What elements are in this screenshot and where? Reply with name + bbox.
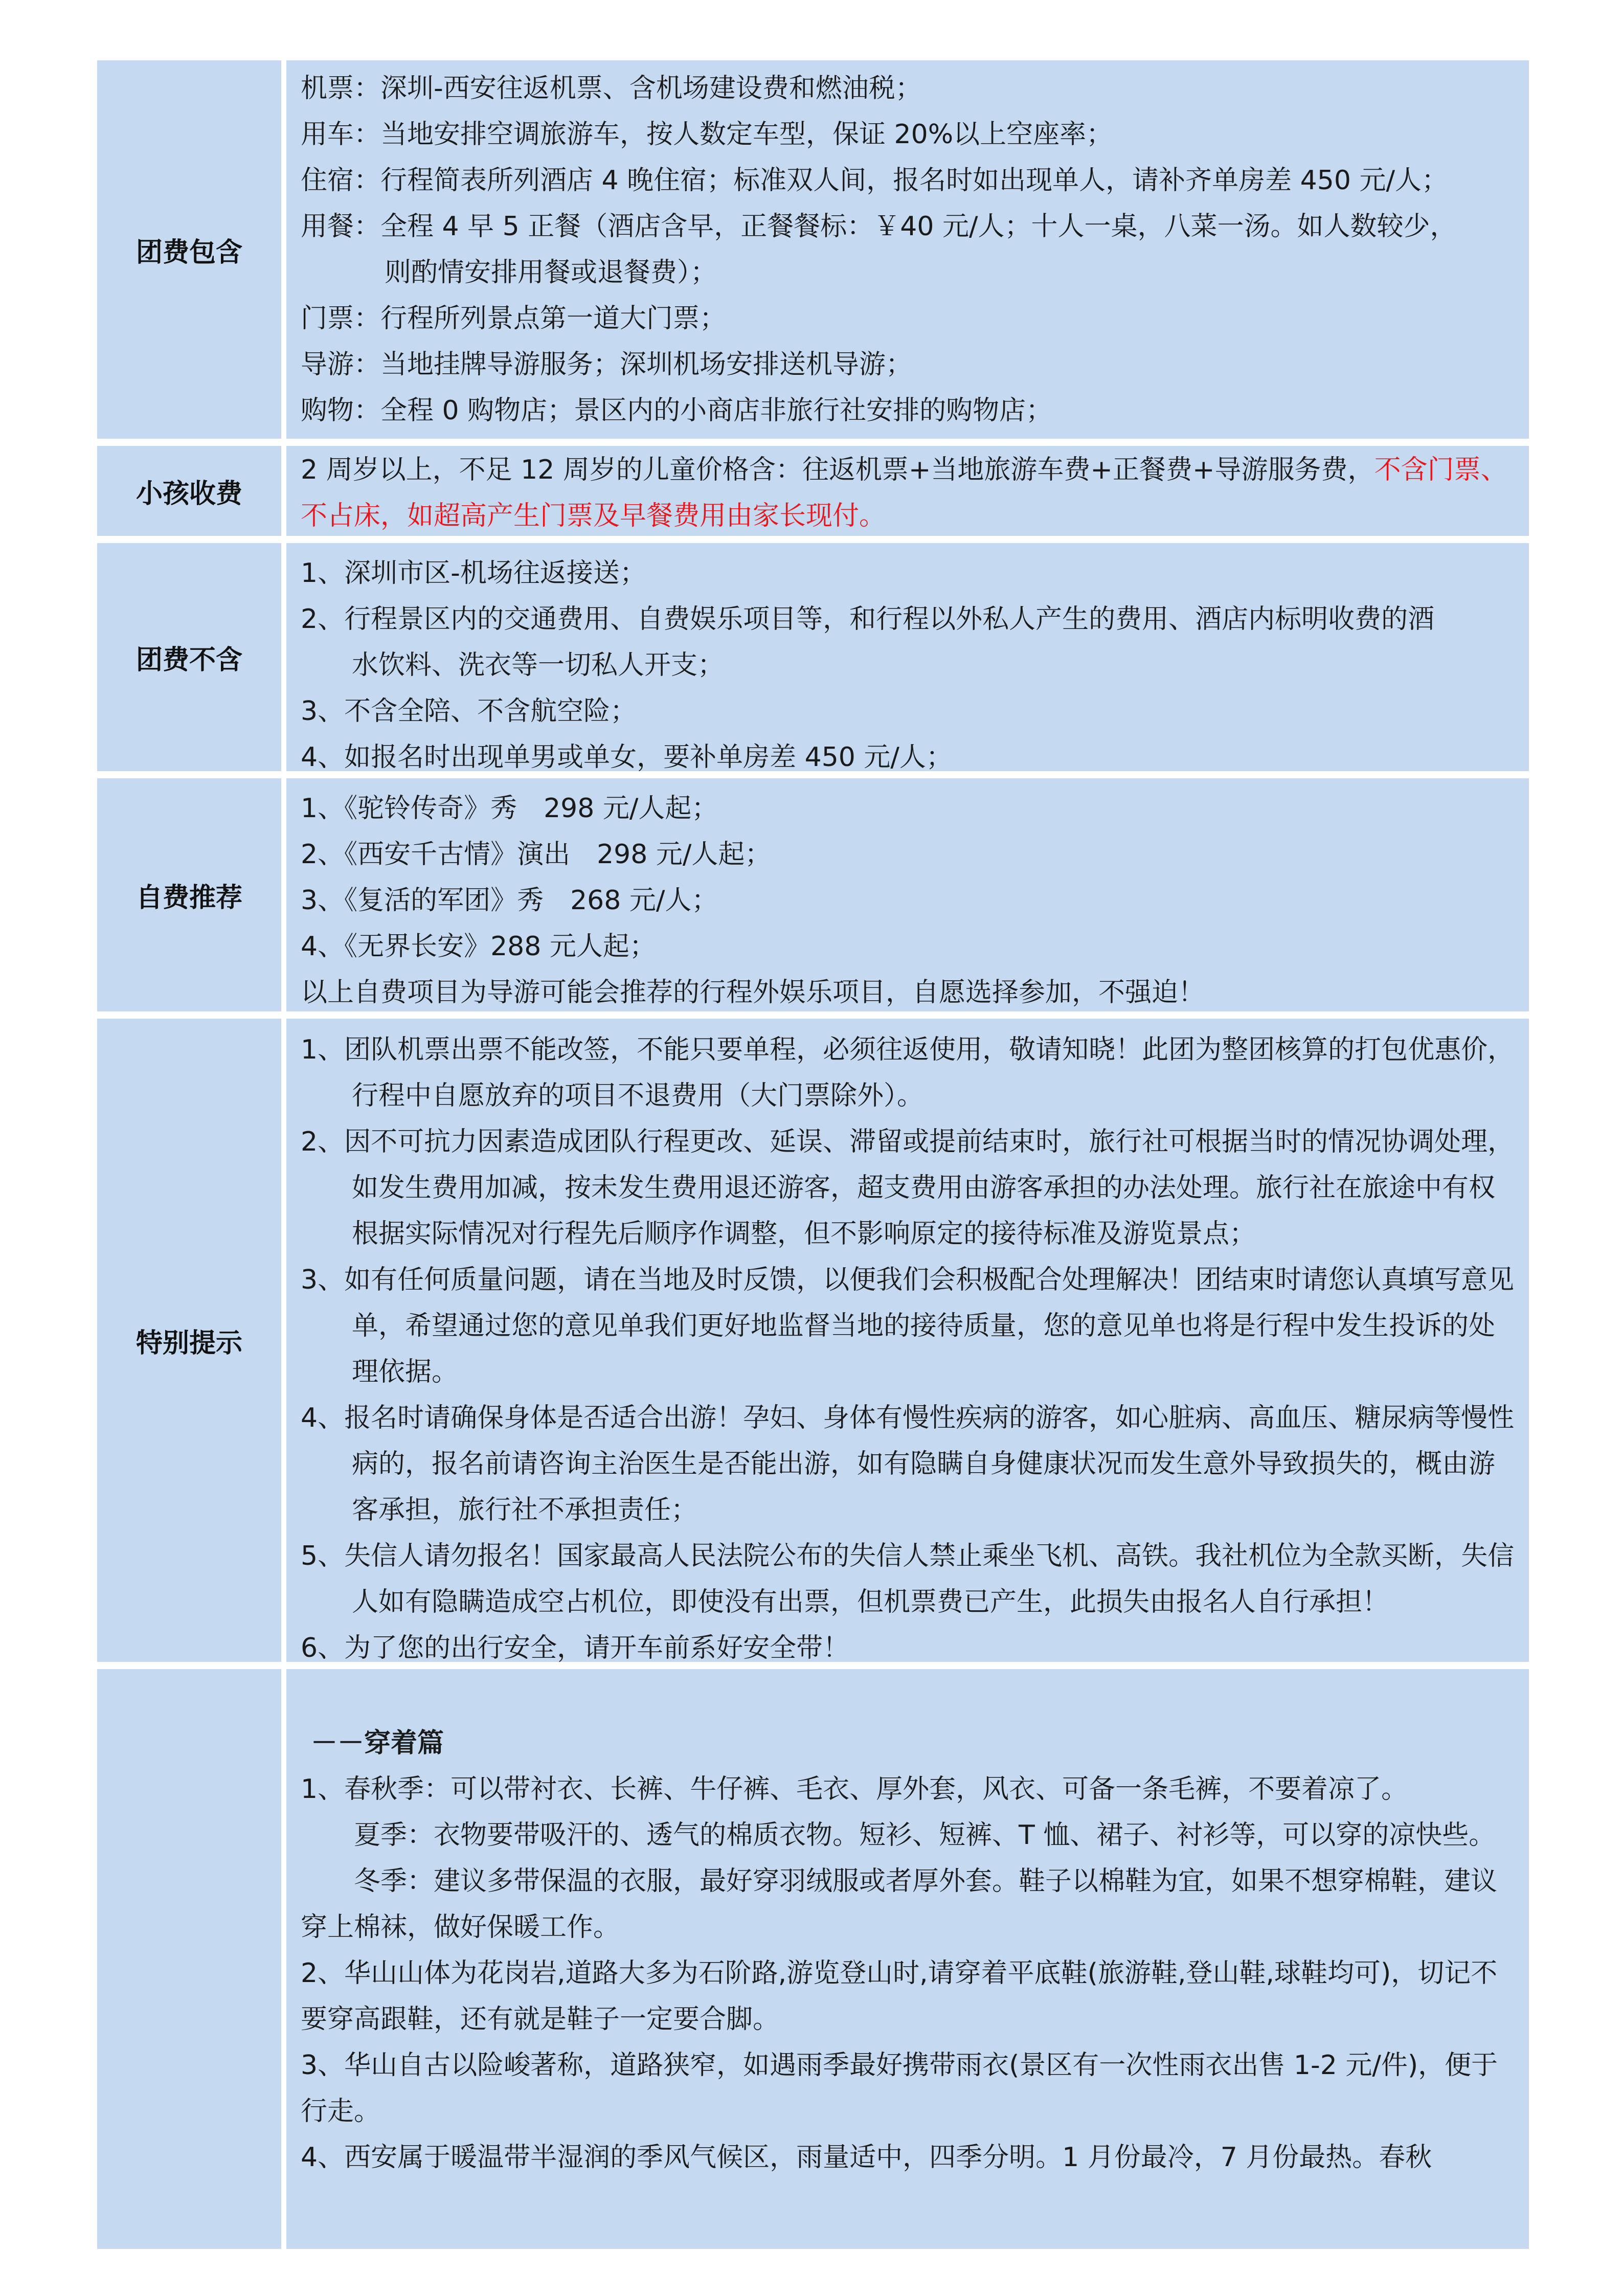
child-price-text: 2 周岁以上，不足 12 周岁的儿童价格含：往返机票+当地旅游车费+正餐费+导游服务费， [301, 455, 1374, 485]
notice-item: 6、为了您的出行安全，请开车前系好安全带！ [301, 1633, 850, 1663]
content-notice [286, 1019, 1529, 1662]
optional-line: 以上自费项目为导游可能会推荐的行程外娱乐项目，自愿选择参加，不强迫！ [301, 977, 1205, 1008]
notice-item: 1、团队机票出票不能改签，不能只要单程，必须往返使用，敬请知晓！此团为整团核算的打包优惠价，行程中自愿放弃的项目不退费用（大门票除外）。 [301, 1034, 1515, 1111]
included-line: 购物：全程 0 购物店；景区内的小商店非旅行社安排的购物店； [301, 395, 1053, 426]
included-line: 住宿：行程简表所列酒店 4 晚住宿；标准双人间，报名时如出现单人，请补齐单房差 450 元/人； [301, 165, 1448, 196]
child-excluded-note: 不含门票、不占床，如超高产生门票及早餐费用由家长现付。 [301, 455, 1507, 531]
tips-paragraph: 4、西安属于暖温带半湿润的季风气候区，雨量适中，四季分明。1 月份最冷，7 月份最热。春秋 [301, 2142, 1432, 2173]
content-optional [286, 778, 1529, 1011]
row-optional [97, 778, 1529, 1011]
label-optional: 自费推荐 [97, 778, 286, 1011]
label-notice: 特别提示 [97, 1019, 286, 1662]
label-excluded: 团费不含 [97, 543, 286, 771]
content-tips [286, 1669, 1529, 2249]
row-tips [97, 1669, 1529, 2249]
included-line: 门票：行程所列景点第一道大门票； [301, 303, 727, 334]
notice-item: 5、失信人请勿报名！国家最高人民法院公布的失信人禁止乘坐飞机、高铁。我社机位为全款买断，失信人如有隐瞒造成空占机位，即使没有出票，但机票费已产生，此损失由报名人自行承担！ [301, 1541, 1515, 1617]
tips-heading: －－穿着篇 [311, 1728, 444, 1759]
content-child [286, 446, 1529, 536]
notice-item: 2、因不可抗力因素造成团队行程更改、延误、滞留或提前结束时，旅行社可根据当时的情况协调处理，如发生费用加减，按未发生费用退还游客，超支费用由游客承担的办法处理。旅行社在旅途中有权根据实际情况对行程先后顺序作调整，但不影响原定的接待标准及游览景点； [301, 1127, 1515, 1249]
excluded-line: 水饮料、洗衣等一切私人开支； [352, 650, 725, 681]
tips-paragraph: 夏季：衣物要带吸汗的、透气的棉质衣物。短衫、短裤、T 恤、裙子、衬衫等，可以穿的凉快些。 [354, 1820, 1496, 1851]
label-tips-empty [97, 1669, 286, 2249]
label-included: 团费包含 [97, 60, 286, 439]
included-line: 用车：当地安排空调旅游车，按人数定车型，保证 20%以上空座率； [301, 119, 1113, 150]
tips-paragraph: 1、春秋季：可以带衬衣、长裤、牛仔裤、毛衣、厚外套，风衣、可备一条毛裤，不要着凉了。 [301, 1774, 1408, 1805]
optional-line: 4、《无界长安》288 元人起； [301, 931, 656, 962]
itinerary-table [97, 60, 1529, 2256]
tips-paragraph: 冬季：建议多带保温的衣服，最好穿羽绒服或者厚外套。鞋子以棉鞋为宜，如果不想穿棉鞋，建议穿上棉袜，做好保暖工作。 [301, 1866, 1498, 1943]
included-line: 导游：当地挂牌导游服务；深圳机场安排送机导游； [301, 349, 913, 380]
excluded-line: 4、如报名时出现单男或单女，要补单房差 450 元/人； [301, 742, 953, 773]
included-line: 则酌情安排用餐或退餐费）； [385, 257, 717, 288]
notice-item: 4、报名时请确保身体是否适合出游！孕妇、身体有慢性疾病的游客，如心脏病、高血压、糖尿病等慢性病的，报名前请咨询主治医生是否能出游，如有隐瞒自身健康状况而发生意外导致损失的，概由游客承担，旅行社不承担责任； [301, 1403, 1515, 1525]
content-included [286, 60, 1529, 439]
optional-line: 1、《驼铃传奇》秀 298 元/人起； [301, 793, 718, 824]
excluded-line: 1、深圳市区-机场往返接送； [301, 558, 646, 589]
tips-paragraph: 3、华山自古以险峻著称，道路狭窄，如遇雨季最好携带雨衣(景区有一次性雨衣出售 1-2 元/件)，便于行走。 [301, 2050, 1498, 2127]
notice-item: 3、如有任何质量问题，请在当地及时反馈，以便我们会积极配合处理解决！团结束时请您认真填写意见单，希望通过您的意见单我们更好地监督当地的接待质量，您的意见单也将是行程中发生投诉的处理依据。 [301, 1265, 1515, 1387]
label-child: 小孩收费 [97, 446, 286, 536]
row-excluded [97, 543, 1529, 771]
excluded-line: 3、不含全陪、不含航空险； [301, 696, 637, 727]
row-included [97, 60, 1529, 439]
excluded-line: 2、行程景区内的交通费用、自费娱乐项目等，和行程以外私人产生的费用、酒店内标明收费的酒 [301, 604, 1435, 635]
optional-line: 2、《西安千古情》演出 298 元/人起； [301, 839, 772, 870]
row-child [97, 446, 1529, 536]
content-excluded [286, 543, 1529, 771]
included-line: 用餐：全程 4 早 5 正餐（酒店含早，正餐餐标：￥40 元/人；十人一桌，八菜一汤。如人数较少， [301, 211, 1457, 242]
tips-paragraph: 2、华山山体为花岗岩,道路大多为石阶路,游览登山时,请穿着平底鞋(旅游鞋,登山鞋,球鞋均可)，切记不要穿高跟鞋，还有就是鞋子一定要合脚。 [301, 1958, 1498, 2035]
row-notice [97, 1019, 1529, 1662]
optional-line: 3、《复活的军团》秀 268 元/人； [301, 885, 718, 916]
included-line: 机票：深圳-西安往返机票、含机场建设费和燃油税； [301, 73, 922, 104]
